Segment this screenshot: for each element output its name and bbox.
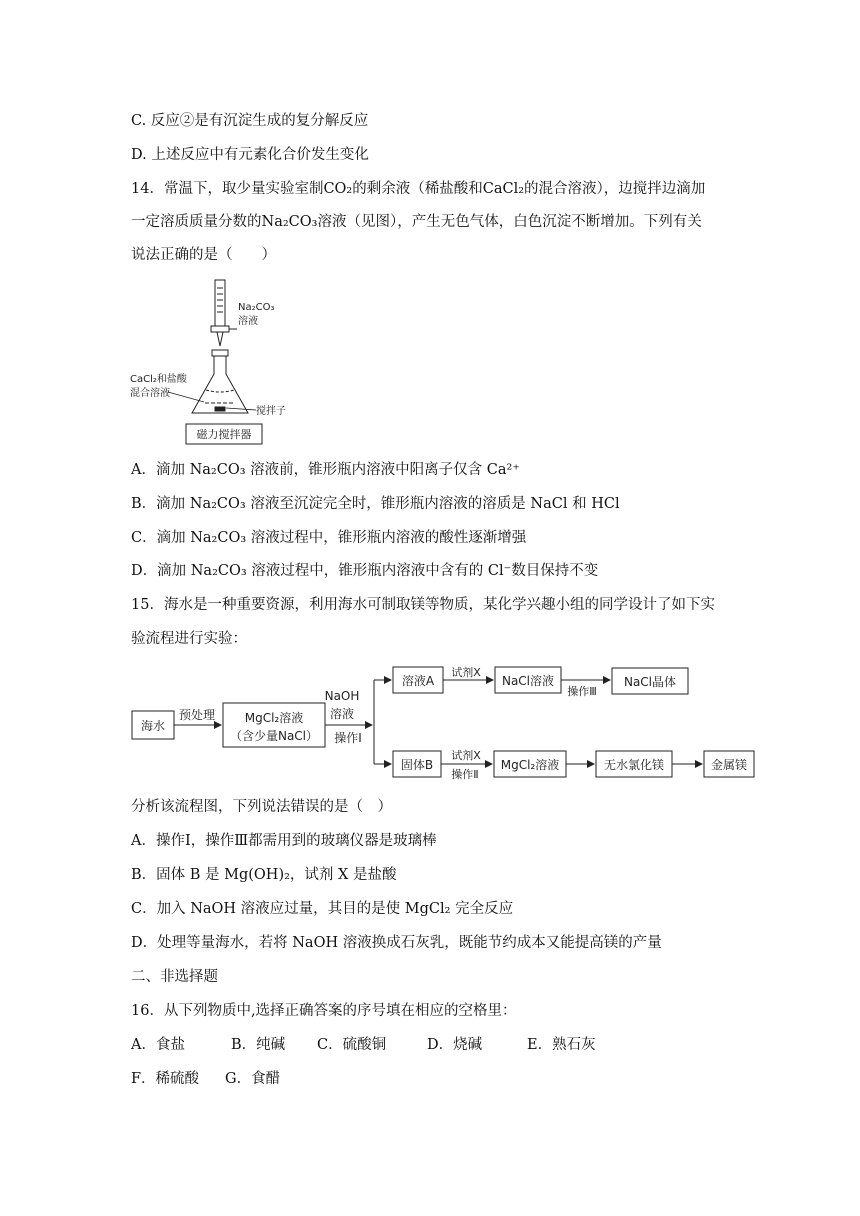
- label-solid-b: 固体B: [400, 758, 434, 772]
- q15-stem-line-1: 15．海水是一种重要资源，利用海水可制取镁等物质，某化学兴趣小组的同学设计了如下实: [131, 597, 715, 613]
- burette-icon: [211, 280, 237, 346]
- label-operation-3: 操作Ⅲ: [567, 685, 597, 698]
- label-pretreatment: 预处理: [178, 708, 216, 722]
- section-heading-non-choice: 二、非选择题: [131, 969, 218, 985]
- mixture-label-2: 混合溶液: [130, 388, 170, 399]
- q14-option-d: D．滴加 Na₂CO₃ 溶液过程中，锥形瓶内溶液中含有的 Cl⁻数目保持不变: [131, 563, 599, 579]
- reagent-label-formula: Na₂CO₃: [238, 302, 275, 313]
- label-solution-a: 溶液A: [401, 674, 435, 688]
- q16-stem: 16．从下列物质中,选择正确答案的序号填在相应的空格里：: [131, 1003, 517, 1019]
- q15-option-a: A．操作Ⅰ，操作Ⅲ都需用到的玻璃仪器是玻璃棒: [131, 833, 437, 849]
- label-seawater: 海水: [140, 719, 166, 733]
- label-reagent-x-bottom: 试剂X: [451, 749, 481, 762]
- q16-options-row-1: [131, 1035, 596, 1055]
- q14-stem-line-2: 一定溶质质量分数的Na₂CO₃溶液（见图），产生无色气体，白色沉淀不断增加。下列有关: [131, 214, 702, 230]
- label-mgcl2-solution: MgCl₂溶液: [244, 711, 304, 725]
- q16-option-g: G．食醋: [225, 1071, 281, 1087]
- magnetic-stirrer-label: 磁力搅拌器: [196, 428, 252, 441]
- q16-option-d: D．烧碱: [427, 1037, 483, 1053]
- label-nacl-crystal: NaCl晶体: [623, 675, 677, 689]
- label-contains-nacl: （含少量NaCl）: [229, 729, 319, 743]
- q16-option-c: C．硫酸铜: [317, 1037, 387, 1053]
- label-naoh: NaOH: [324, 689, 360, 703]
- q13-option-d: D. 上述反应中有元素化合价发生变化: [131, 147, 369, 163]
- label-anhydrous-mgcl2: 无水氯化镁: [603, 758, 665, 772]
- q15-option-d: D．处理等量海水，若将 NaOH 溶液换成石灰乳，既能节约成本又能提高镁的产量: [131, 935, 662, 951]
- label-metal-mg: 金属镁: [710, 758, 748, 772]
- mixture-label-1: CaCl₂和盐酸: [130, 374, 187, 385]
- seawater-flow-chart: [128, 660, 760, 784]
- q14-stem-line-3: 说法正确的是（ ）: [131, 247, 276, 263]
- q16-option-a: A．食盐: [131, 1037, 185, 1053]
- label-reagent-x-top: 试剂X: [451, 666, 481, 679]
- q14-option-a: A．滴加 Na₂CO₃ 溶液前，锥形瓶内溶液中阳离子仅含 Ca²⁺: [131, 462, 520, 478]
- label-nacl-solution: NaCl溶液: [501, 674, 555, 688]
- reagent-label-solution: 溶液: [238, 316, 258, 327]
- q16-options-row-2: [131, 1069, 280, 1089]
- label-mgcl2-solution-2: MgCl₂溶液: [500, 758, 560, 772]
- q15-stem-line-2: 验流程进行实验：: [131, 631, 247, 647]
- q14-option-c: C．滴加 Na₂CO₃ 溶液过程中，锥形瓶内溶液的酸性逐渐增强: [131, 530, 527, 546]
- q16-option-b: B．纯碱: [231, 1037, 286, 1053]
- q15-option-c: C．加入 NaOH 溶液应过量，其目的是使 MgCl₂ 完全反应: [131, 901, 514, 917]
- q15-question: 分析该流程图，下列说法错误的是（ ）: [131, 799, 392, 815]
- label-naoh-solution: 溶液: [329, 707, 355, 721]
- conical-flask-icon: [192, 350, 248, 413]
- q14-stem-line-1: 14．常温下，取少量实验室制CO₂的剩余液（稀盐酸和CaCl₂的混合溶液），边搅拌边滴加: [131, 181, 706, 197]
- stir-bar-label: 搅拌子: [256, 406, 286, 417]
- q14-option-b: B．滴加 Na₂CO₃ 溶液至沉淀完全时，锥形瓶内溶液的溶质是 NaCl 和 HCl: [131, 496, 620, 512]
- label-operation-2: 操作Ⅱ: [451, 768, 479, 781]
- q13-option-c: C. 反应②是有沉淀生成的复分解反应: [131, 113, 369, 129]
- q16-option-f: F．稀硫酸: [131, 1071, 200, 1087]
- q16-option-e: E．熟石灰: [527, 1037, 596, 1053]
- label-operation-1: 操作Ⅰ: [334, 731, 362, 745]
- titration-apparatus-figure: [120, 278, 320, 448]
- q15-option-b: B．固体 B 是 Mg(OH)₂，试剂 X 是盐酸: [131, 867, 397, 883]
